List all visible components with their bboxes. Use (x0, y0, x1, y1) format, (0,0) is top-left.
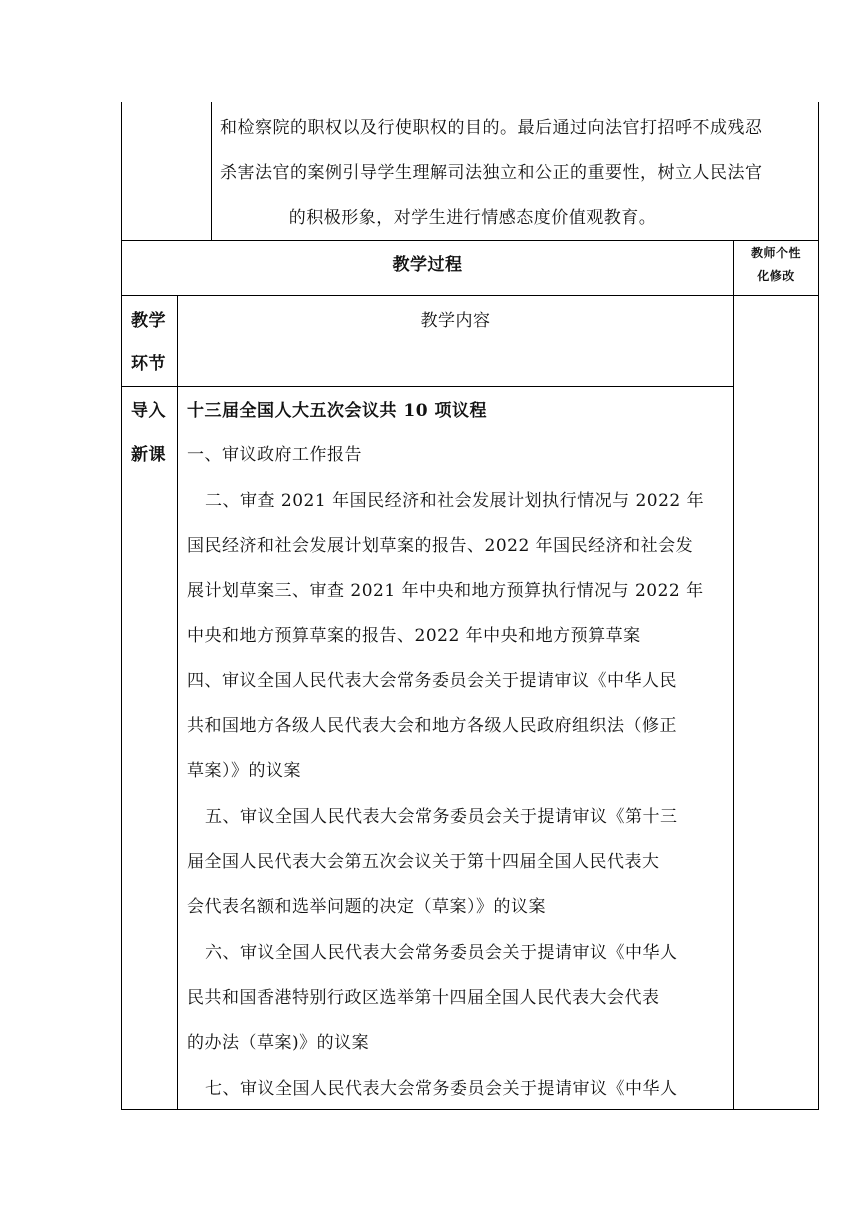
agenda-line: 会代表名额和选举问题的决定（草案）》的议案 (187, 897, 546, 917)
agenda-line: 草案）》的议案 (187, 761, 301, 781)
rule-after-top-block (121, 240, 819, 241)
rule-after-process-header (121, 295, 819, 296)
table-border-bottom (121, 1109, 819, 1110)
agenda-line: 中央和地方预算草案的报告、2022 年中央和地方预算草案 (187, 626, 641, 646)
agenda-line: 六、审议全国人民代表大会常务委员会关于提请审议《中华人 (205, 943, 678, 963)
section-stage-line-1: 导入 (131, 401, 166, 421)
process-title: 教学过程 (392, 255, 463, 275)
agenda-line: 国民经济和社会发展计划草案的报告、2022 年国民经济和社会发 (187, 536, 694, 556)
top-text-line-3: 的积极形象，对学生进行情感态度价值观教育。 (288, 208, 657, 228)
stage-header-line-2: 环节 (131, 354, 166, 374)
agenda-line: 四、审议全国人民代表大会常务委员会关于提请审议《中华人民 (187, 671, 677, 691)
agenda-line: 的办法（草案)》的议案 (187, 1033, 370, 1053)
teacher-column-header-line-2: 化修改 (757, 269, 795, 283)
top-text-line-2: 杀害法官的案例引导学生理解司法独立和公正的重要性，树立人民法官 (220, 163, 763, 183)
section-stage-line-2: 新课 (131, 445, 166, 465)
stage-column-divider (177, 295, 178, 1110)
stage-header-line-1: 教学 (131, 311, 166, 331)
agenda-line: 五、审议全国人民代表大会常务委员会关于提请审议《第十三 (205, 807, 678, 827)
agenda-line: 七、审议全国人民代表大会常务委员会关于提请审议《中华人 (205, 1079, 678, 1099)
agenda-line: 二、审查 2021 年国民经济和社会发展计划执行情况与 2022 年 (205, 491, 705, 511)
agenda-line: 展计划草案三、审查 2021 年中央和地方预算执行情况与 2022 年 (187, 581, 704, 601)
section-title: 十三届全国人大五次会议共 10 项议程 (187, 401, 487, 421)
top-text-line-1: 和检察院的职权以及行使职权的目的。最后通过向法官打招呼不成残忍 (220, 118, 763, 138)
teacher-column-divider (733, 240, 734, 1110)
agenda-line: 届全国人民代表大会第五次会议关于第十四届全国人民代表大 (187, 852, 660, 872)
agenda-line: 共和国地方各级人民代表大会和地方各级人民政府组织法（修正 (187, 716, 677, 736)
table-border-right (818, 102, 819, 1110)
rule-after-column-header (121, 386, 734, 387)
content-header: 教学内容 (420, 311, 491, 331)
agenda-line: 民共和国香港特别行政区选举第十四届全国人民代表大会代表 (187, 988, 660, 1008)
teacher-column-header-line-1: 教师个性 (750, 246, 801, 260)
agenda-line: 一、审议政府工作报告 (187, 445, 362, 465)
